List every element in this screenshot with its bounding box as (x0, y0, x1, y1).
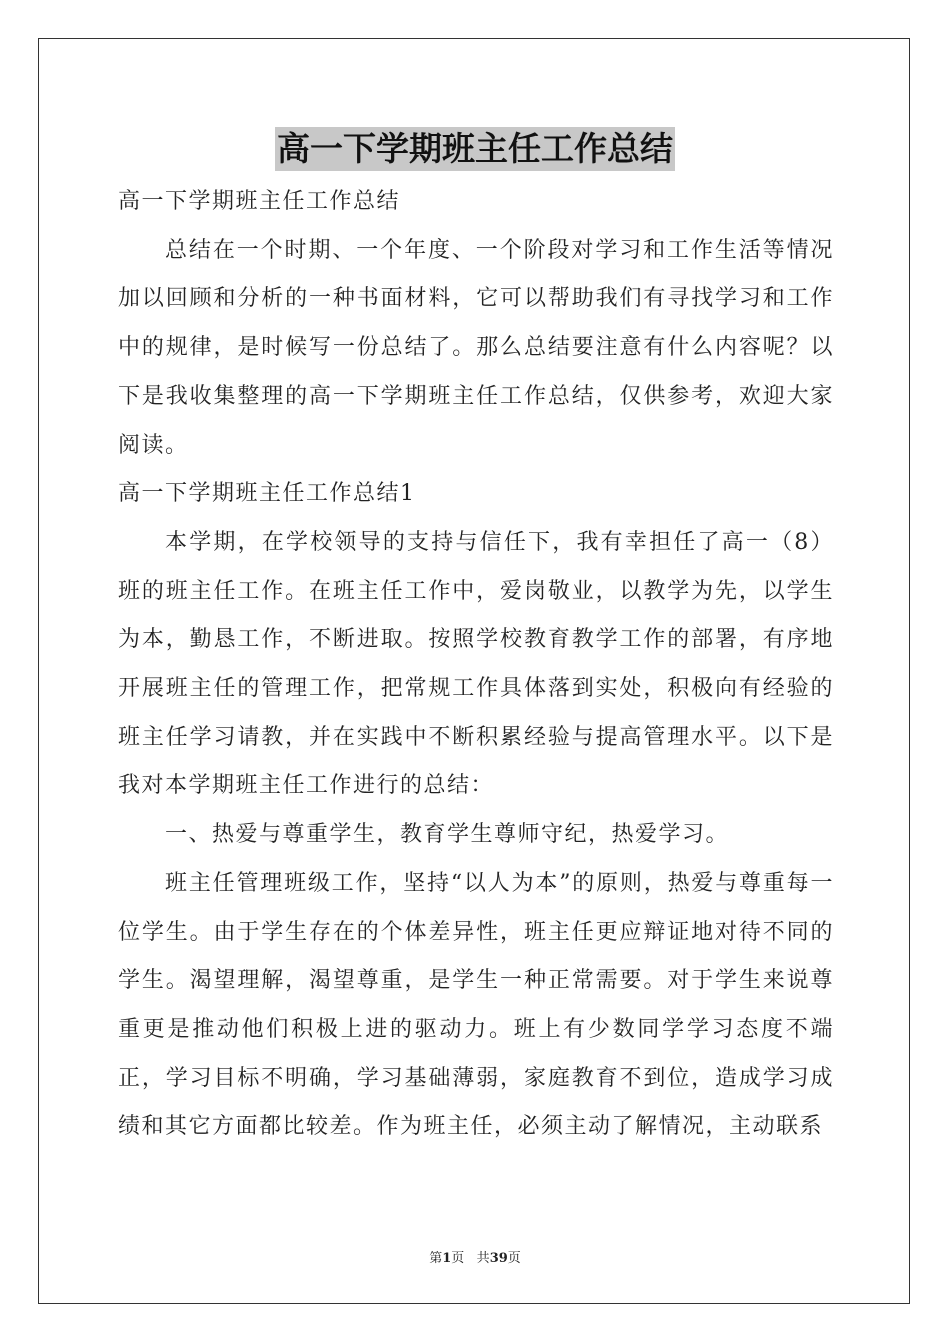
paragraph-intro: 总结在一个时期、一个年度、一个阶段对学习和工作生活等情况加以回顾和分析的一种书面材料，它可以帮助我们有寻找学习和工作中的规律，是时候写一份总结了。那么总结要注意有什么内容呢？以下是我收集整理的高一下学期班主任工作总结，仅供参考，欢迎大家阅读。 (118, 237, 834, 458)
paragraph-body: 本学期，在学校领导的支持与信任下，我有幸担任了高一（8）班的班主任工作。在班主任工作中，爱岗敬业，以教学为先，以学生为本，勤恳工作，不断进取。按照学校教育教学工作的部署，有序地开展班主任的管理工作，把常规工作具体落到实处，积极向有经验的班主任学习请教，并在实践中不断积累经验与提高管理水平。以下是我对本学期班主任工作进行的总结： (118, 529, 834, 799)
title-container (0, 127, 950, 171)
total-label-suffix: 页 (507, 1251, 521, 1266)
paragraph-section-heading: 高一下学期班主任工作总结1 (118, 481, 416, 507)
page-number: 1 (442, 1251, 452, 1266)
total-pages: 39 (489, 1251, 508, 1266)
total-label-prefix: 共 (476, 1251, 490, 1266)
page-label-suffix: 页 (451, 1251, 465, 1266)
document-body (118, 178, 834, 1152)
paragraph-subtitle: 高一下学期班主任工作总结 (118, 189, 401, 214)
document-title: 高一下学期班主任工作总结 (275, 127, 675, 171)
paragraph-body: 班主任管理班级工作，坚持“以人为本”的原则，热爱与尊重每一位学生。由于学生存在的个体差异性，班主任更应辩证地对待不同的学生。渴望理解，渴望尊重，是学生一种正常需要。对于学生来说尊重更是推动他们积极上进的驱动力。班上有少数同学学习态度不端正，学习目标不明确，学习基础薄弱，家庭教育不到位，造成学习成绩和其它方面都比较差。作为班主任，必须主动了解情况，主动联系 (118, 870, 834, 1140)
paragraph-point-heading: 一、热爱与尊重学生，教育学生尊师守纪，热爱学习。 (165, 822, 730, 848)
page-label-prefix: 第 (429, 1251, 443, 1266)
page-footer (0, 1247, 950, 1266)
